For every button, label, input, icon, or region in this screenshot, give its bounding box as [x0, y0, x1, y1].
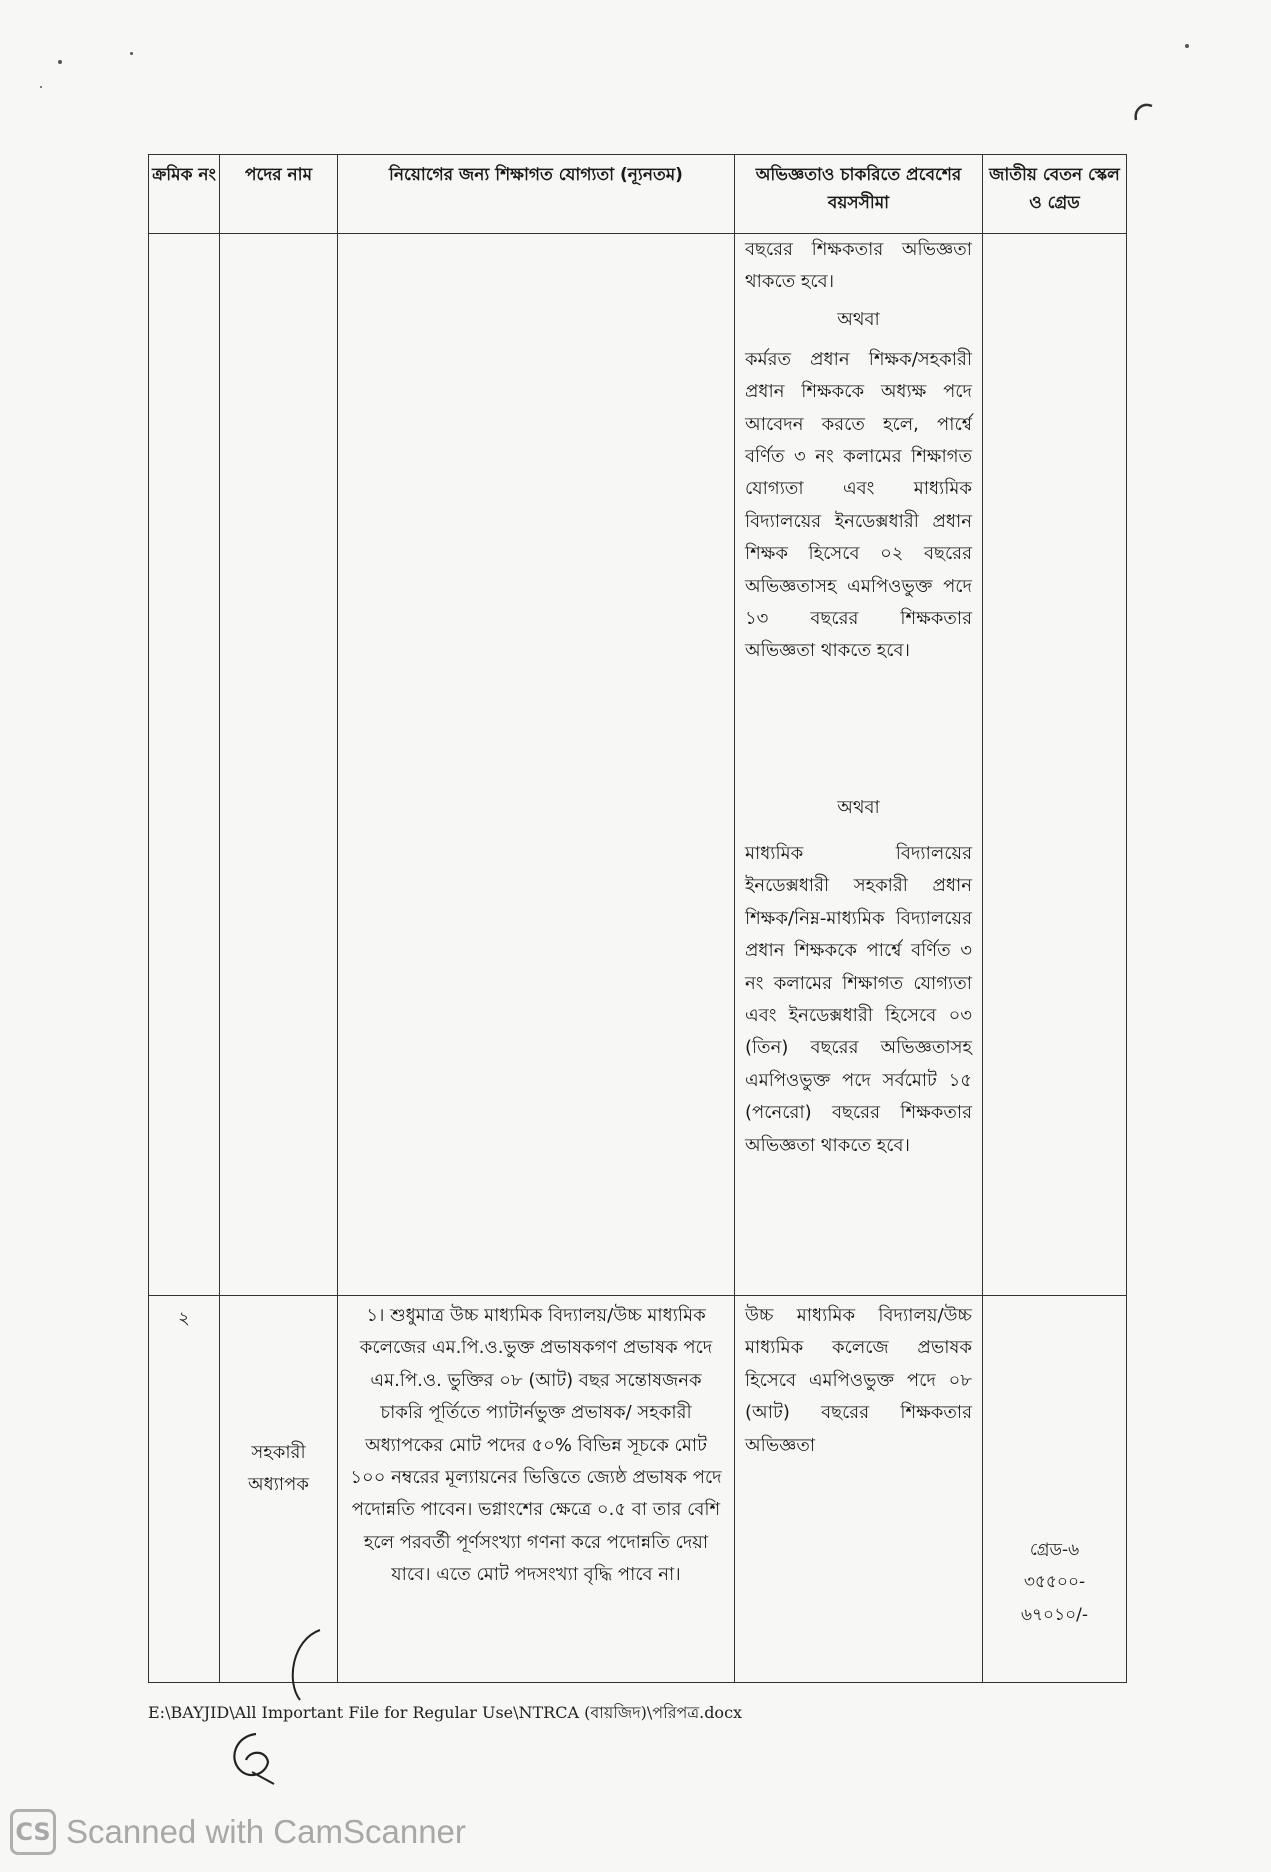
experience-text-part1: বছরের শিক্ষকতার অভিজ্ঞতা থাকতে হবে। — [745, 239, 972, 293]
header-qualification: নিয়োগের জন্য শিক্ষাগত যোগ্যতা (ন্যূনতম) — [338, 155, 735, 234]
row2-scale-line2: ৬৭০১০/- — [1020, 1604, 1089, 1625]
row2-post: সহকারী অধ্যাপক — [248, 1441, 309, 1495]
signature-mark — [222, 1728, 282, 1788]
experience-cell-continued — [735, 234, 983, 1296]
camscanner-logo: CS — [10, 1809, 56, 1855]
scan-speck — [58, 60, 62, 64]
row2-qualification: ১। শুধুমাত্র উচ্চ মাধ্যমিক বিদ্যালয়/উচ্চ মাধ্যমিক কলেজের এম.পি.ও.ভুক্ত প্রভাষকগণ প্রভাষক পদে এম.পি.ও. ভুক্তির ০৮ (আট) বছর সন্তোষজনক চাকরি পূর্তিতে প্যাটার্নভুক্ত প্রভাষক/ সহকারী অধ্যাপকের মোট পদের ৫০% বিভিন্ন সূচকে মোট ১০০ নম্বরের মূল্যায়নের ভিত্তিতে জ্যেষ্ঠ প্রভাষক পদে পদোন্নতি পাবেন। ভগ্নাংশের ক্ষেত্রে ০.৫ বা তার বেশি হলে পরবর্তী পূর্ণসংখ্যা গণনা করে পদোন্নতি দেয়া যাবে। এতে মোট পদসংখ্যা বৃদ্ধি পাবে না। — [350, 1305, 722, 1586]
row2-scale-line1: ৩৫৫০০- — [1023, 1572, 1086, 1593]
scan-speck — [1185, 44, 1189, 48]
header-serial: ক্রমিক নং — [149, 155, 220, 234]
or-label: অথবা — [837, 796, 880, 818]
scan-speck — [130, 52, 133, 55]
header-post: পদের নাম — [220, 155, 338, 234]
row2-serial: ২ — [149, 1296, 220, 1683]
scan-speck — [40, 86, 42, 88]
or-label: অথবা — [837, 308, 880, 330]
table-row — [149, 234, 1127, 1296]
camscanner-text: Scanned with CamScanner — [66, 1813, 466, 1850]
experience-text-part2: কর্মরত প্রধান শিক্ষক/সহকারী প্রধান শিক্ষককে অধ্যক্ষ পদে আবেদন করতে হলে, পার্শ্বে বর্ণিত ৩ নং কলামের শিক্ষাগত যোগ্যতা এবং মাধ্যমিক বিদ্যালয়ের ইনডেক্সধারী প্রধান শিক্ষক হিসেবে ০২ বছরের অভিজ্ঞতাসহ এমপিওভুক্ত পদে ১৩ বছরের শিক্ষকতার অভিজ্ঞতা থাকতে হবে। — [745, 348, 972, 662]
camscanner-watermark — [10, 1808, 466, 1856]
experience-text-part3: মাধ্যমিক বিদ্যালয়ের ইনডেক্সধারী সহকারী প্রধান শিক্ষক/নিম্ন-মাধ্যমিক বিদ্যালয়ের প্রধান শিক্ষককে পার্শ্বে বর্ণিত ৩ নং কলামের শিক্ষাগত যোগ্যতা এবং ইনডেক্সধারী হিসেবে ০৩ (তিন) বছরের অভিজ্ঞতাসহ এমপিওভুক্ত পদে সর্বমোট ১৫ (পনেরো) বছরের শিক্ষকতার অভিজ্ঞতা থাকতে হবে। — [745, 842, 972, 1156]
recruitment-qualification-table — [148, 154, 1127, 1683]
header-experience: অভিজ্ঞতাও চাকরিতে প্রবেশের বয়সসীমা — [735, 155, 983, 234]
footer-file-path: E:\BAYJID\All Important File for Regular Use\NTRCA (বায়জিদ)\পরিপত্র.docx — [148, 1703, 743, 1722]
row2-grade: গ্রেড-৬ — [1029, 1540, 1080, 1560]
corner-mark — [1130, 96, 1160, 126]
header-scale: জাতীয় বেতন স্কেল ও গ্রেড — [983, 155, 1127, 234]
row2-experience: উচ্চ মাধ্যমিক বিদ্যালয়/উচ্চ মাধ্যমিক কলেজে প্রভাষক হিসেবে এমপিওভুক্ত পদে ০৮ (আট) বছরের শিক্ষকতার অভিজ্ঞতা — [745, 1305, 972, 1456]
